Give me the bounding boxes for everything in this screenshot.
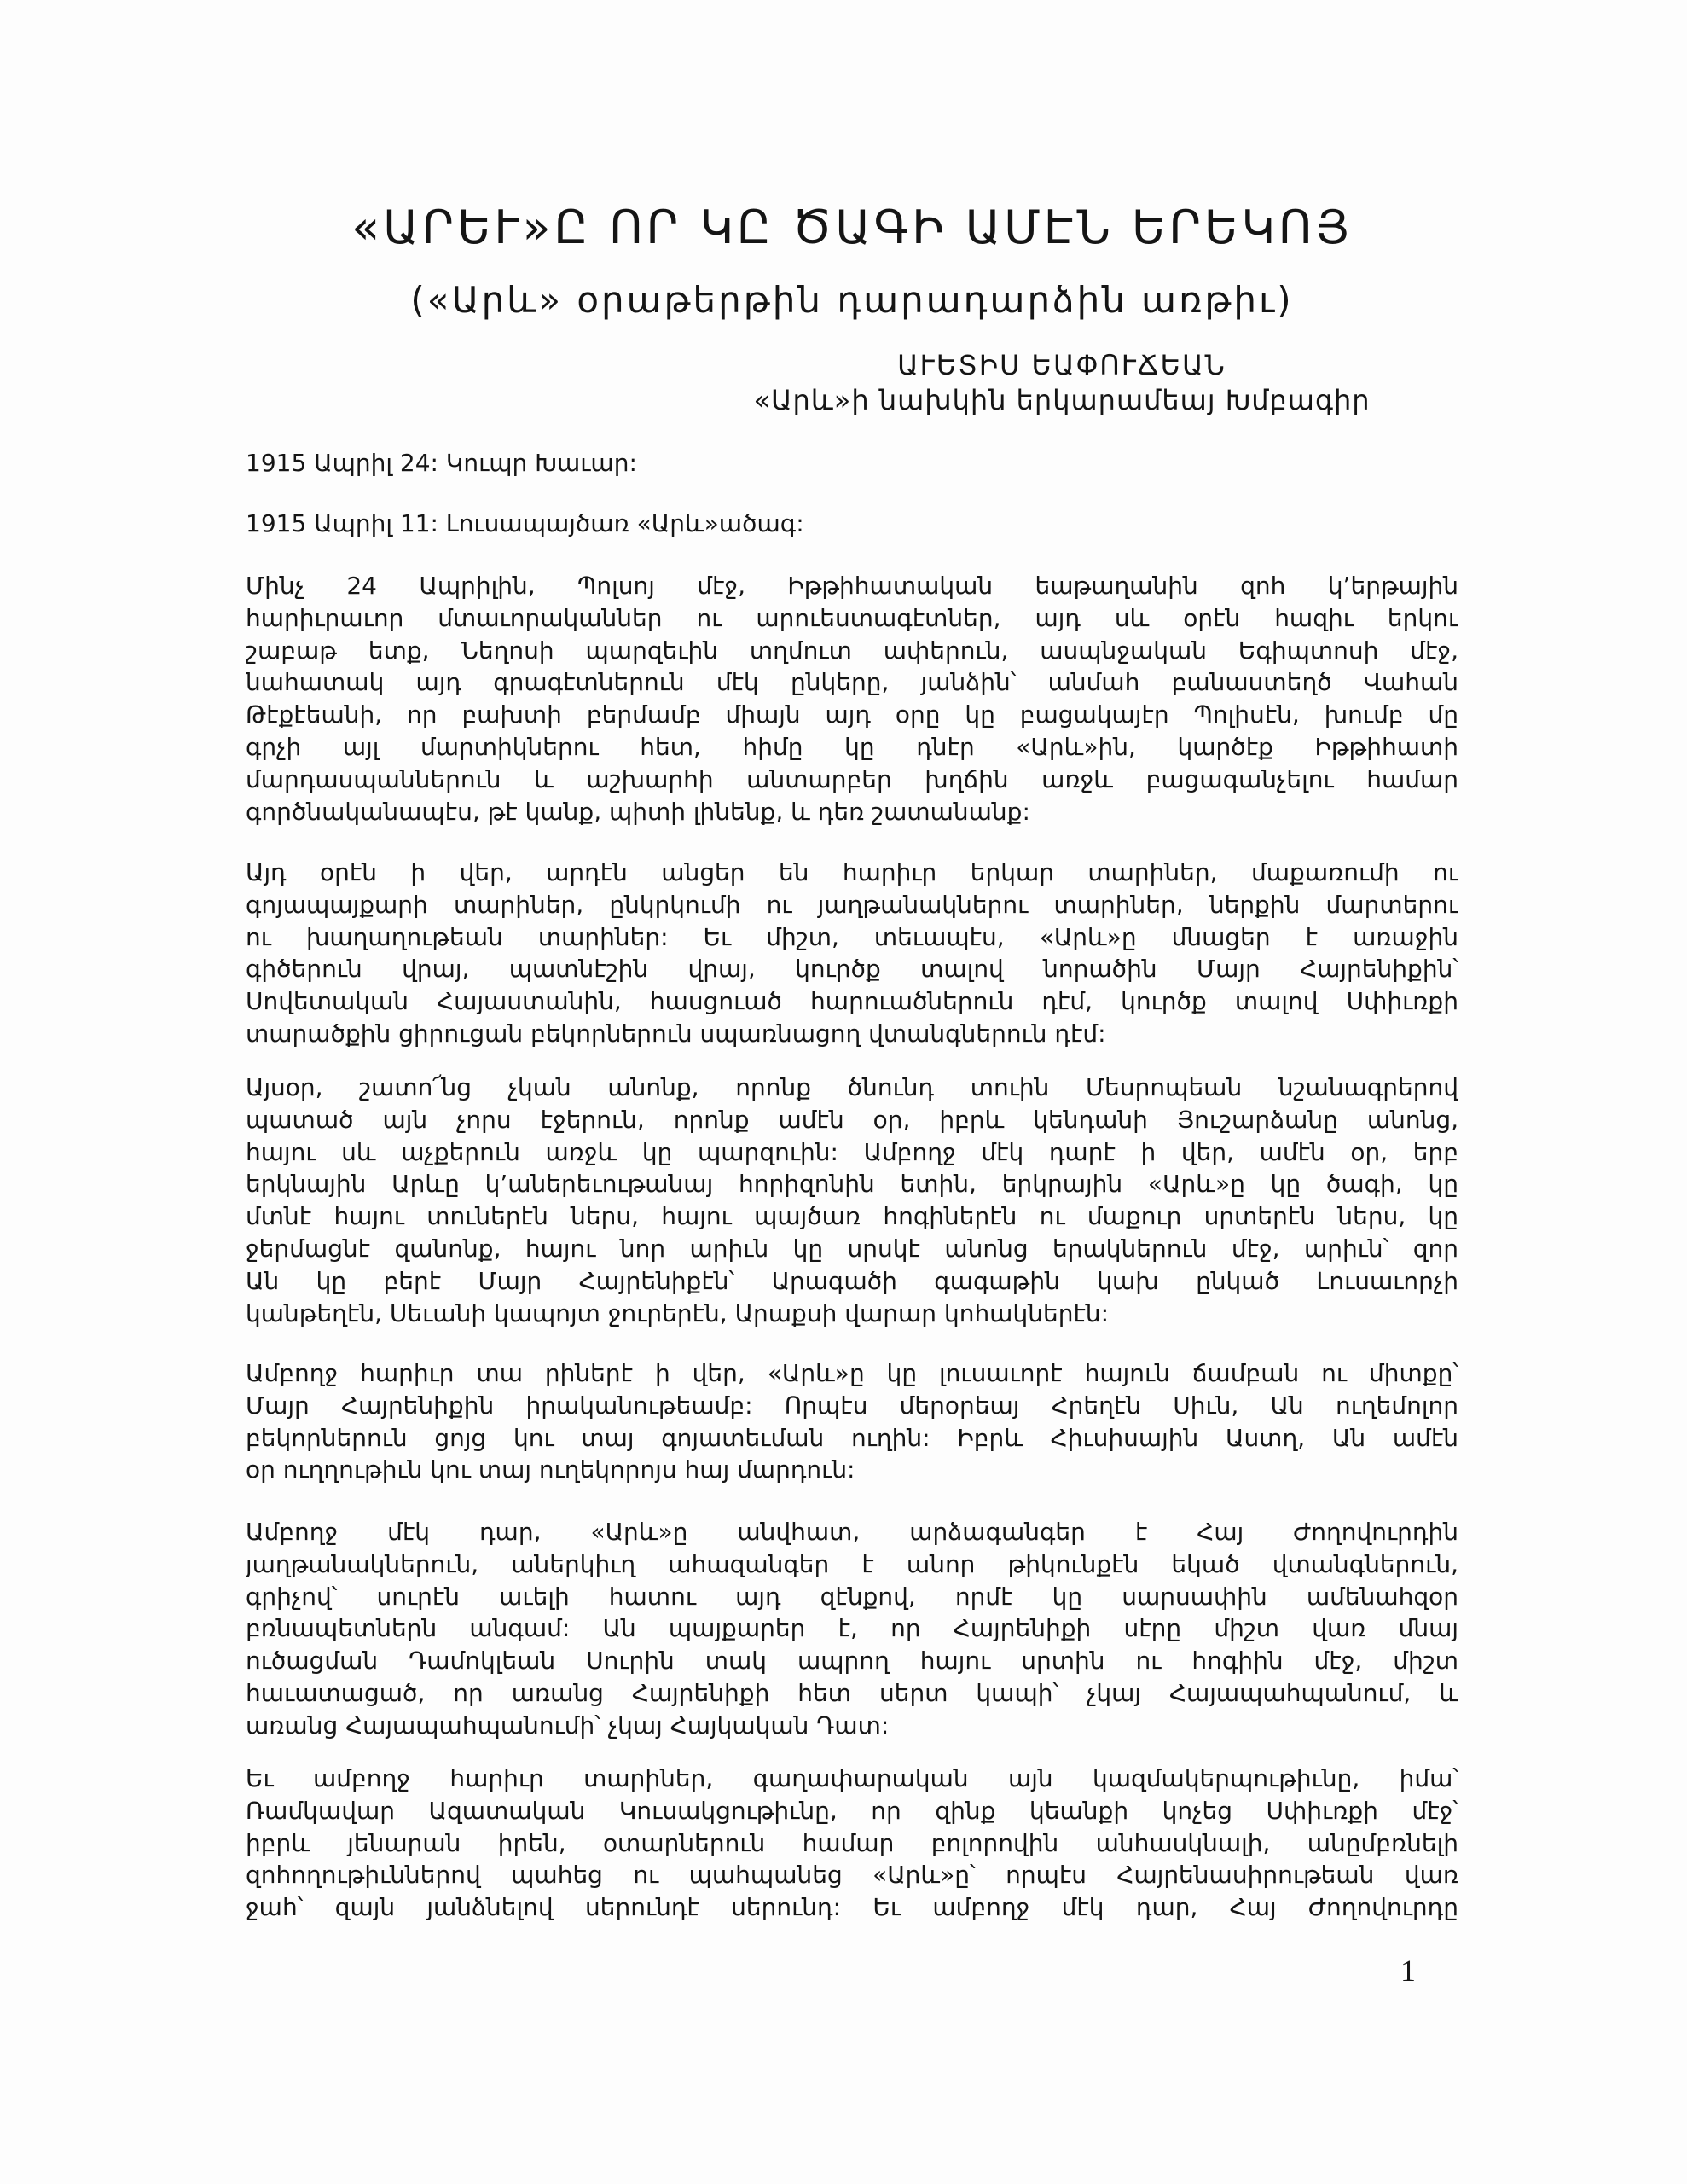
author-block <box>751 348 1373 418</box>
text-line: ուծացման Դամոկլեան Սուրին տակ ապրող հայու սրտին ու հոգիին մէջ, միշտ <box>246 1647 1458 1676</box>
document-title: «ԱՐԵՒ»Ը ՈՐ ԿԸ ԾԱԳԻ ԱՄԷՆ ԵՐԵԿՈՅ <box>351 200 1353 254</box>
text-line: երկնային Արևը կ’աներեւութանայ հորիզոնին ետին, երկրային «Արև»ը կը ծագի, կը <box>246 1170 1458 1199</box>
text-line: Ամբողջ հարիւր տա րիներէ ի վեր, «Արև»ը կը լուսաւորէ հայուն ճամբան ու միտքը՝ <box>246 1359 1458 1387</box>
text-line: գրչի այլ մարտիկներու հետ, հիմը կը դնէր «Արև»ին, կարծէք Իթթիհատի <box>246 732 1458 761</box>
text-line: հարիւրաւոր մտաւորականներ ու արուեստագէտներ, այդ սև օրէն հազիւ երկու <box>246 603 1458 632</box>
text-line: Այսօր, շատո՜նց չկան անոնք, որոնք ծնունդ տուին Մեսրոպեան նշանագրերով <box>246 1073 1458 1101</box>
text-line: գիծերուն վրայ, պատնէշին վրայ, կուրծք տալով նորածին Մայր Հայրենիքին՝ <box>246 955 1458 984</box>
text-line: առանց Հայապահպանումի՝ չկայ Հայկական Դատ: <box>246 1711 890 1740</box>
text-line: հայու սև աչքերուն առջև կը պարզուին: Ամբողջ մէկ դարէ ի վեր, ամէն օր, երբ <box>246 1137 1458 1166</box>
text-line: ու խաղաղութեան տարիներ: Եւ միշտ, տեւապէս, «Արև»ը մնացեր է առաջին <box>246 922 1458 951</box>
text-line: մտնէ հայու տուներէն ներս, հայու պայծառ հոգիներէն ու մաքուր սրտերէն ներս, կը <box>246 1202 1458 1231</box>
date-line: 1915 Ապրիլ 11: Լուսապայծառ «Արև»ածագ: <box>246 509 804 537</box>
text-line: Մայր Հայրենիքին իրականութեամբ: Որպէս մերօրեայ Հրեղէն Սիւն, Ան ուղեմոլոր <box>246 1391 1458 1420</box>
text-line: բեկորներուն ցոյց կու տայ գոյատեւման ուղին: Իբրև Հիւսիսային Աստղ, Ան ամէն <box>246 1423 1458 1452</box>
text-line: ջահ՝ զայն յանձնելով սերունդէ սերունդ: Եւ ամբողջ մէկ դար, Հայ Ժողովուրդը <box>246 1893 1458 1922</box>
date-line: 1915 Ապրիլ 24: Կուպր Խաւար: <box>246 449 637 477</box>
paragraph-1 <box>246 570 1458 828</box>
text-line: օր ուղղութիւն կու տայ ուղեկորոյս հայ մարդուն: <box>246 1455 855 1484</box>
text-line: Սովետական Հայաստանին, հասցուած հարուածներուն դէմ, կուրծք տալով Սփիւռքի <box>246 987 1458 1016</box>
text-line: շաբաթ ետք, Նեղոսի պարզեւին տղմուտ ափերուն, ասպնջական Եգիպտոսի մէջ, <box>246 636 1458 665</box>
paragraph-3 <box>246 1072 1458 1329</box>
document-subtitle: («Արև» օրաթերթին դարադարձին առթիւ) <box>410 279 1294 321</box>
text-line: յաղթանակներուն, աներկիւղ ահազանգեր է անոր թիկունքէն եկած վտանգներուն, <box>246 1549 1458 1578</box>
text-line: Ռամկավար Ազատական Կուսակցութիւնը, որ զինք կեանքի կոչեց Սփիւռքի մէջ՝ <box>246 1796 1458 1825</box>
text-line: կանթեղէն, Սեւանի կապոյտ ջուրերէն, Արաքսի վարար կոհակներէն: <box>246 1298 1110 1327</box>
text-line: պատած այն չորս էջերուն, որոնք ամէն օր, իբրև կենդանի Յուշարձանը անոնց, <box>246 1105 1458 1134</box>
text-line: Ամբողջ մէկ դար, «Արև»ը անվհատ, արձագանգեր է Հայ Ժողովուրդին <box>246 1518 1458 1546</box>
text-line: ջերմացնէ զանոնք, հայու նոր արիւն կը սրսկէ անոնց երակներուն մէջ, արիւն՝ զոր <box>246 1234 1458 1263</box>
text-line: հաւատացած, որ առանց Հայրենիքի հետ սերտ կապի՝ չկայ Հայապահպանում, և <box>246 1678 1458 1707</box>
text-line: զոհողութիւններով պահեց ու պահպանեց «Արև»ը՝ որպէս Հայրենասիրութեան վառ <box>246 1861 1458 1890</box>
text-line: Եւ ամբողջ հարիւր տարիներ, գաղափարական այն կազմակերպութիւնը, իմա՝ <box>246 1764 1458 1792</box>
text-line: մարդասպաններուն և աշխարհի անտարբեր խղճին առջև բացագանչելու համար <box>246 764 1458 793</box>
text-line: Մինչ 24 Ապրիլին, Պոլսոյ մէջ, Իթթիհատական եաթաղանին զոհ կ’երթային <box>246 572 1458 600</box>
text-line: տարածքին ցիրուցան բեկորներուն սպառնացող վտանգներուն դէմ: <box>246 1019 1106 1048</box>
text-line: գոյապայքարի տարիներ, ընկրկումի ու յաղթանակներու տարիներ, ներքին մարտերու <box>246 890 1458 919</box>
text-line: Ան կը բերէ Մայր Հայրենիքէն՝ Արագածի գագաթին կախ ընկած Լուսաւորչի <box>246 1266 1458 1295</box>
text-line: Թէքէեանի, որ բախտի բերմամբ միայն այդ օրը կը բացակայէր Պոլիսէն, խումբ մը <box>246 700 1458 729</box>
author-role: «Արև»ի նախկին երկարամեայ Խմբագիր <box>753 384 1371 416</box>
author-name: ԱՒԵՏԻՍ ԵԱՓՈՒՃԵԱՆ <box>897 349 1226 381</box>
text-line: բռնապետներն անգամ: Ան պայքարեր է, որ Հայրենիքի սէրը միշտ վառ մնայ <box>246 1614 1458 1643</box>
text-line: գործնականապէս, թէ կանք, պիտի լինենք, և դեռ շատանանք: <box>246 797 1030 826</box>
text-line: իբրև յենարան իրեն, օտարներուն համար բոլորովին անհասկնալի, անըմբռնելի <box>246 1828 1458 1857</box>
page-number: 1 <box>1400 1954 1416 1988</box>
paragraph-5 <box>246 1516 1458 1742</box>
text-line: նահատակ այդ գրագէտներուն մէկ ընկերը, յանձին՝ անմահ բանաստեղծ Վահան <box>246 668 1458 697</box>
text-line: Այդ օրէն ի վեր, արդէն անցեր են հարիւր երկար տարիներ, մաքառումի ու <box>246 858 1458 886</box>
paragraph-2 <box>246 857 1458 1050</box>
paragraph-4 <box>246 1357 1458 1486</box>
text-line: գրիչով՝ սուրէն աւելի հատու այդ զէնքով, որմէ կը սարսափին ամենահզօր <box>246 1582 1458 1611</box>
paragraph-6 <box>246 1763 1458 1924</box>
